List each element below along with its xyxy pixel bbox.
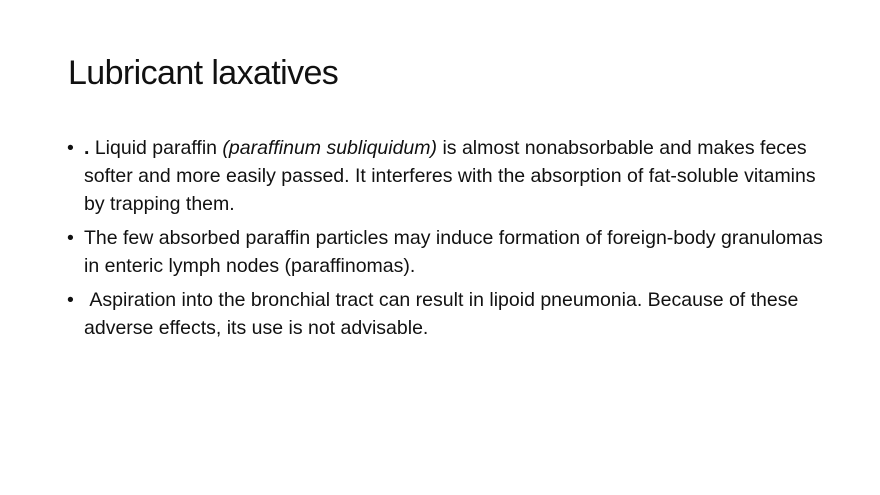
bullet-marker-icon: • — [67, 137, 74, 159]
bullet-text-part: is almost nonabsorbable and makes feces softer and more easily passed. It interferes with the absorption of fat-soluble vitamins by trapping them. — [84, 137, 816, 215]
bullet-item-2 — [65, 224, 825, 280]
bullet-marker-icon: • — [67, 289, 74, 311]
bullet-marker-icon: • — [67, 227, 74, 249]
bullet-text: The few absorbed paraffin particles may induce formation of foreign-body granulomas in enteric lymph nodes (paraffinomas). — [84, 227, 823, 277]
bullet-text-part: Liquid paraffin — [89, 137, 223, 159]
bullet-lead-dot: . — [84, 137, 90, 159]
bullet-list — [65, 134, 825, 348]
bullet-italic-term: (paraffinum subliquidum) — [222, 137, 438, 159]
bullet-item-3 — [65, 286, 825, 342]
slide-title: Lubricant laxatives — [68, 54, 339, 92]
bullet-item-1 — [65, 134, 825, 218]
bullet-text: Aspiration into the bronchial tract can result in lipoid pneumonia. Because of these adverse effects, its use is not advisable. — [84, 289, 804, 339]
